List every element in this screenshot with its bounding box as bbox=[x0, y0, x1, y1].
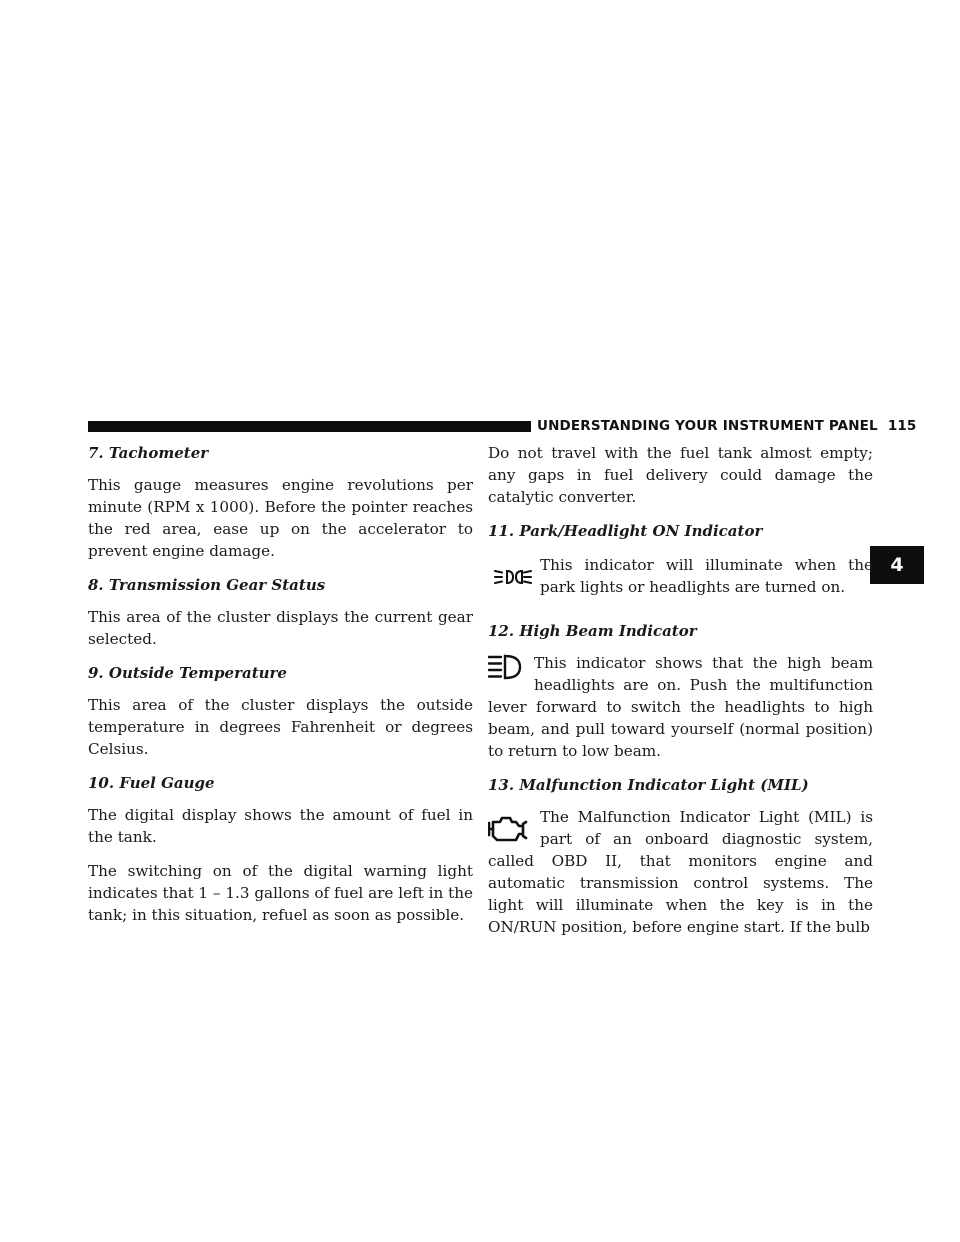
page-number: 115 bbox=[887, 418, 917, 434]
left-column bbox=[88, 442, 473, 926]
park-headlight-icon bbox=[494, 568, 532, 586]
header-rule bbox=[88, 421, 531, 432]
high-beam-icon bbox=[488, 654, 522, 680]
fuel-gauge-body-1: The digital display shows the amount of fuel in the tank. bbox=[88, 806, 473, 846]
park-headlight-body: This indicator will illuminate when the park lights or headlights are turned on. bbox=[540, 556, 873, 596]
mil-body: The Malfunction Indicator Light (MIL) is part of an onboard diagnostic system, called OBD II, that monitors engine and automatic transmission control systems. The light will illuminate when the key is in the ON/RUN position, before engine start. If the bulb bbox=[488, 808, 873, 936]
outside-temp-body: This area of the cluster displays the outside temperature in degrees Fahrenheit or degrees Celsius. bbox=[88, 696, 473, 758]
running-header bbox=[537, 418, 916, 434]
high-beam-block bbox=[488, 652, 873, 762]
right-column bbox=[488, 442, 873, 938]
park-headlight-heading: 11. Park/Headlight ON Indicator bbox=[488, 522, 763, 540]
gear-status-body: This area of the cluster displays the current gear selected. bbox=[88, 608, 473, 648]
engine-check-icon bbox=[488, 814, 528, 844]
chapter-tab[interactable]: 4 bbox=[870, 546, 924, 584]
mil-heading: 13. Malfunction Indicator Light (MIL) bbox=[488, 776, 809, 794]
outside-temp-heading: 9. Outside Temperature bbox=[88, 664, 287, 682]
mil-block bbox=[488, 806, 873, 938]
tachometer-body: This gauge measures engine revolutions per minute (RPM x 1000). Before the pointer reaches the red area, ease up on the accelerator to prevent engine damage. bbox=[88, 476, 473, 560]
fuel-continued-body: Do not travel with the fuel tank almost empty; any gaps in fuel delivery could damage the catalytic converter. bbox=[488, 444, 873, 506]
gear-status-heading: 8. Transmission Gear Status bbox=[88, 576, 326, 594]
fuel-gauge-heading: 10. Fuel Gauge bbox=[88, 774, 215, 792]
fuel-gauge-body-2: The switching on of the digital warning light indicates that 1 – 1.3 gallons of fuel are left in the tank; in this situation, refuel as soon as possible. bbox=[88, 862, 473, 924]
tachometer-heading: 7. Tachometer bbox=[88, 444, 209, 462]
section-title: UNDERSTANDING YOUR INSTRUMENT PANEL bbox=[537, 418, 878, 434]
high-beam-heading: 12. High Beam Indicator bbox=[488, 622, 697, 640]
park-headlight-block bbox=[488, 554, 873, 620]
high-beam-body: This indicator shows that the high beam headlights are on. Push the multifunction lever forward to switch the headlights to high beam, and pull toward yourself (normal position) to return to low beam. bbox=[488, 654, 873, 760]
